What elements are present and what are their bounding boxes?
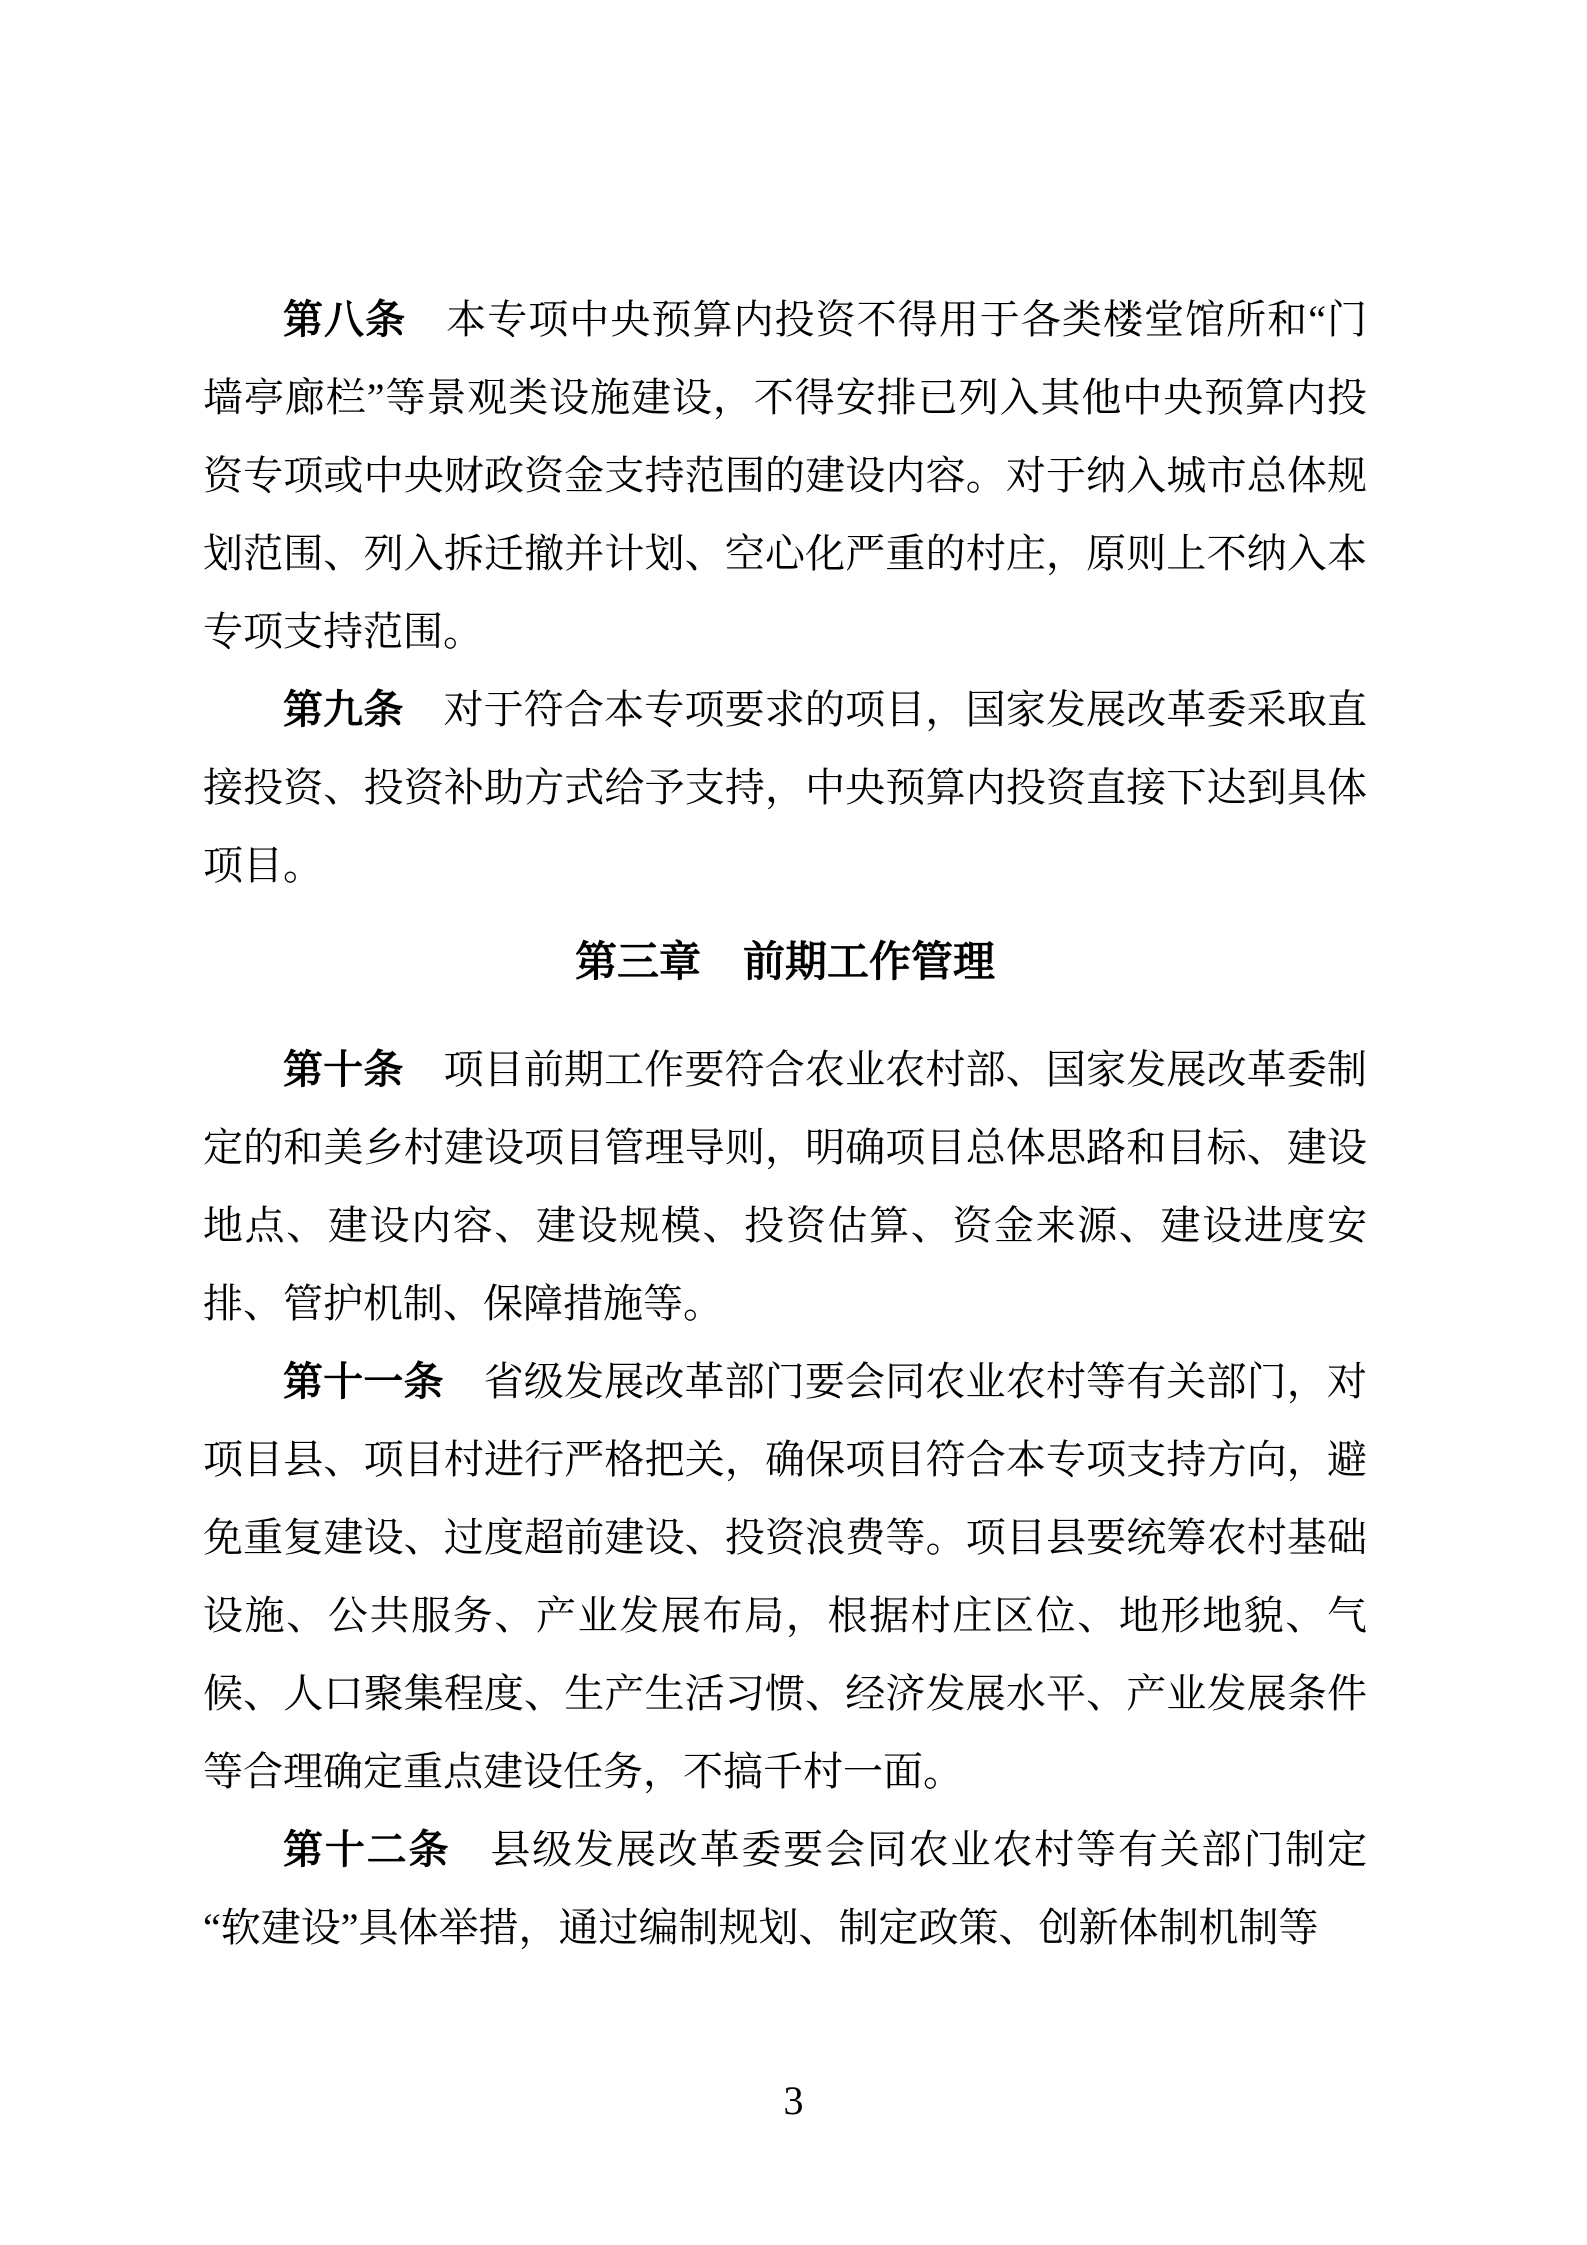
article-paragraph: 第十二条 县级发展改革委要会同农业农村等有关部门制定“软建设”具体举措，通过编制规划、制定政策、创新体制机制等 — [203, 1827, 1368, 1950]
article-number-label: 第十二条 — [283, 1828, 451, 1872]
article-number-label: 第十条 — [283, 1048, 404, 1092]
article-number-label: 第九条 — [283, 688, 404, 732]
article-paragraph: 第十一条 省级发展改革部门要会同农业农村等有关部门，对项目县、项目村进行严格把关，确保项目符合本专项支持方向，避免重复建设、过度超前建设、投资浪费等。项目县要统筹农村基础设施、公共服务、产业发展布局，根据村庄区位、地形地貌、气候、人口聚集程度、生产生活习惯、经济发展水平、产业发展条件等合理确定重点建设任务，不搞千村一面。 — [203, 1359, 1367, 1794]
article-paragraph: 第九条 对于符合本专项要求的项目，国家发展改革委采取直接投资、投资补助方式给予支持，中央预算内投资直接下达到具体项目。 — [203, 687, 1368, 888]
chapter-heading: 第三章 前期工作管理 — [574, 938, 995, 985]
article-number-label: 第八条 — [283, 298, 407, 342]
page-number: 3 — [783, 2078, 804, 2123]
article-number-label: 第十一条 — [283, 1360, 444, 1404]
article-paragraph: 第八条 本专项中央预算内投资不得用于各类楼堂馆所和“门墙亭廊栏”等景观类设施建设，不得安排已列入其他中央预算内投资专项或中央财政资金支持范围的建设内容。对于纳入城市总体规划范围、列入拆迁撤并计划、空心化严重的村庄，原则上不纳入本专项支持范围。 — [203, 297, 1367, 654]
document-body — [203, 281, 1367, 1967]
article-paragraph: 第十条 项目前期工作要符合农业农村部、国家发展改革委制定的和美乡村建设项目管理导则，明确项目总体思路和目标、建设地点、建设内容、建设规模、投资估算、资金来源、建设进度安排、管护机制、保障措施等。 — [203, 1047, 1368, 1326]
